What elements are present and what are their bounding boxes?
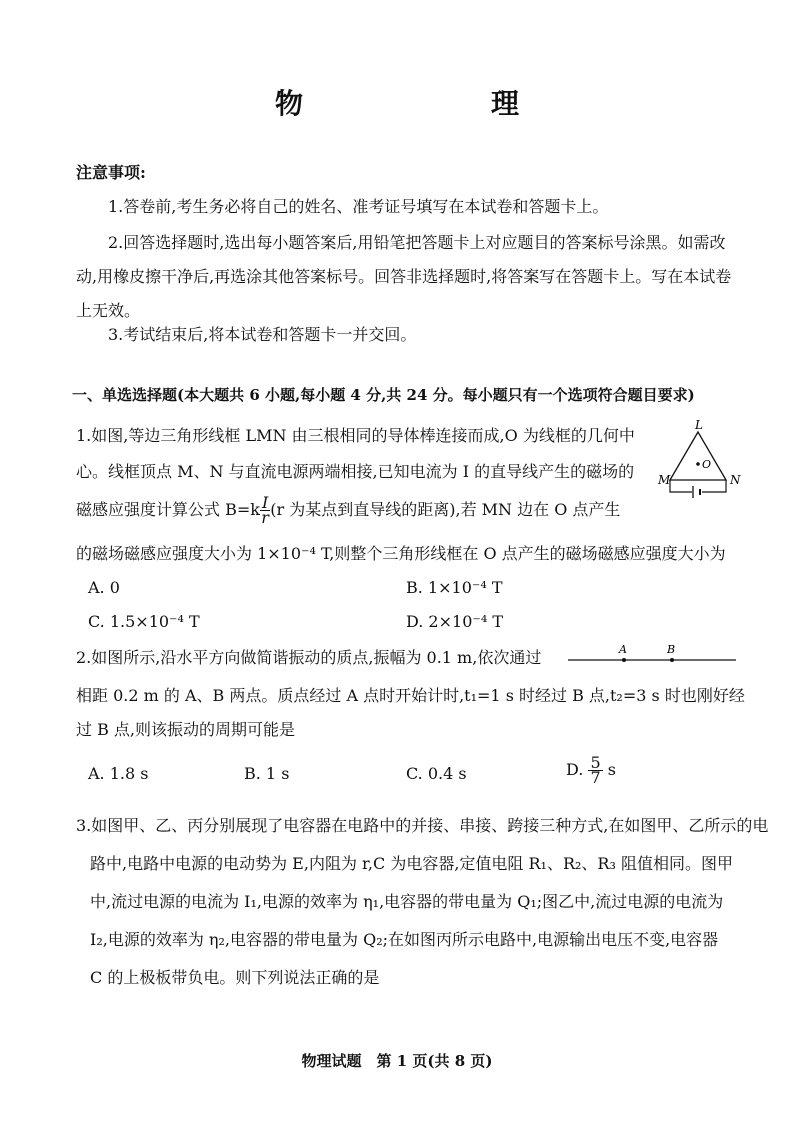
q1-line-3b: (r 为某点到直导线的距离),若 MN 边在 O 点产生 — [270, 500, 621, 519]
wire-right — [702, 480, 726, 492]
q1-line-1: 1.如图,等边三角形线框 LMN 由三根相同的导体棒连接而成,O 为线框的几何中 — [76, 426, 635, 445]
q1-frac-num: I — [261, 493, 269, 512]
q2-option-c: C. 0.4 s — [406, 764, 467, 783]
q1-option-c: C. 1.5×10⁻⁴ T — [88, 612, 200, 631]
q3-line-4: I₂,电源的效率为 η₂,电容器的带电量为 Q₂;在如图丙所示电路中,电源输出电压不变,电容器 — [90, 930, 719, 949]
label-n: N — [730, 473, 741, 487]
notice-item-3: 3.考试结束后,将本试卷和答题卡一并交回。 — [108, 325, 417, 344]
q2-option-b: B. 1 s — [244, 764, 290, 783]
q2-option-d-unit: s — [607, 760, 616, 779]
q1-option-a: A. 0 — [88, 578, 120, 597]
q2-option-d-fraction — [588, 753, 602, 787]
q1-frac-den: r — [261, 508, 269, 527]
q1-line-2: 心。线框顶点 M、N 与直流电源两端相接,已知电流为 I 的直导线产生的磁场的 — [76, 462, 635, 481]
notice-heading: 注意事项: — [76, 163, 146, 182]
label-o: O — [702, 458, 712, 471]
q2-line-1: 2.如图所示,沿水平方向做简谐振动的质点,振幅为 0.1 m,依次通过 — [76, 648, 542, 667]
q2-option-d-label: D. — [566, 760, 584, 779]
q2-line-2: 相距 0.2 m 的 A、B 两点。质点经过 A 点时开始计时,t₁=1 s 时经过 B 点,t₂=3 s 时也刚好经 — [76, 686, 745, 705]
label-m: M — [658, 473, 671, 487]
page-footer: 物理试题 第 1 页(共 8 页) — [301, 1052, 493, 1070]
q2-option-d — [566, 753, 616, 787]
q1-line-3a: 磁感应强度计算公式 B=k — [76, 500, 260, 519]
label-b: B — [667, 643, 676, 656]
q3-line-3: 中,流过电源的电流为 I₁,电源的效率为 η₁,电容器的带电量为 Q₁;图乙中,流过电源的电流为 — [90, 892, 724, 911]
label-a: A — [619, 643, 627, 656]
points-line-diagram — [566, 640, 738, 670]
q1-fraction — [260, 493, 270, 527]
page-title: 物 理 — [274, 87, 563, 120]
wire-left — [670, 480, 692, 492]
section-heading: 一、单选选择题(本大题共 6 小题,每小题 4 分,共 24 分。每小题只有一个选项符合题目要求) — [72, 386, 695, 404]
q2-option-a: A. 1.8 s — [88, 764, 149, 783]
center-point — [696, 462, 700, 466]
q1-line-3 — [76, 492, 620, 528]
q1-line-4: 的磁场磁感应强度大小为 1×10⁻⁴ T,则整个三角形线框在 O 点产生的磁场磁感应强度大小为 — [76, 544, 726, 563]
q2-option-d-den: 7 — [590, 768, 601, 787]
q3-line-5: C 的上极板带负电。则下列说法正确的是 — [90, 968, 380, 987]
point-b — [670, 658, 674, 662]
q2-line-3: 过 B 点,则该振动的周期可能是 — [76, 720, 296, 739]
triangle-frame — [670, 432, 726, 480]
notice-item-2: 2.回答选择题时,选出每小题答案后,用铅笔把答题卡上对应题目的答案标号涂黑。如需改动,用橡皮擦干净后,再选涂其他答案标号。回答非选择题时,将答案写在答题卡上。写在本试卷上无效。 — [76, 233, 732, 320]
q1-option-d: D. 2×10⁻⁴ T — [406, 612, 503, 631]
label-l: L — [695, 418, 703, 432]
triangle-circuit-diagram — [650, 418, 746, 500]
notice-item-1: 1.答卷前,考生务必将自己的姓名、准考证号填写在本试卷和答题卡上。 — [108, 197, 609, 216]
q3-line-2: 路中,电路中电源的电动势为 E,内阻为 r,C 为电容器,定值电阻 R₁、R₂、R₃ 阻值相同。图甲 — [90, 854, 733, 873]
q2-option-d-num: 5 — [590, 753, 601, 772]
point-a — [622, 658, 626, 662]
q1-option-b: B. 1×10⁻⁴ T — [406, 578, 503, 597]
q3-line-1: 3.如图甲、乙、丙分别展现了电容器在电路中的并接、串接、跨接三种方式,在如图甲、乙所示的电 — [76, 816, 769, 835]
